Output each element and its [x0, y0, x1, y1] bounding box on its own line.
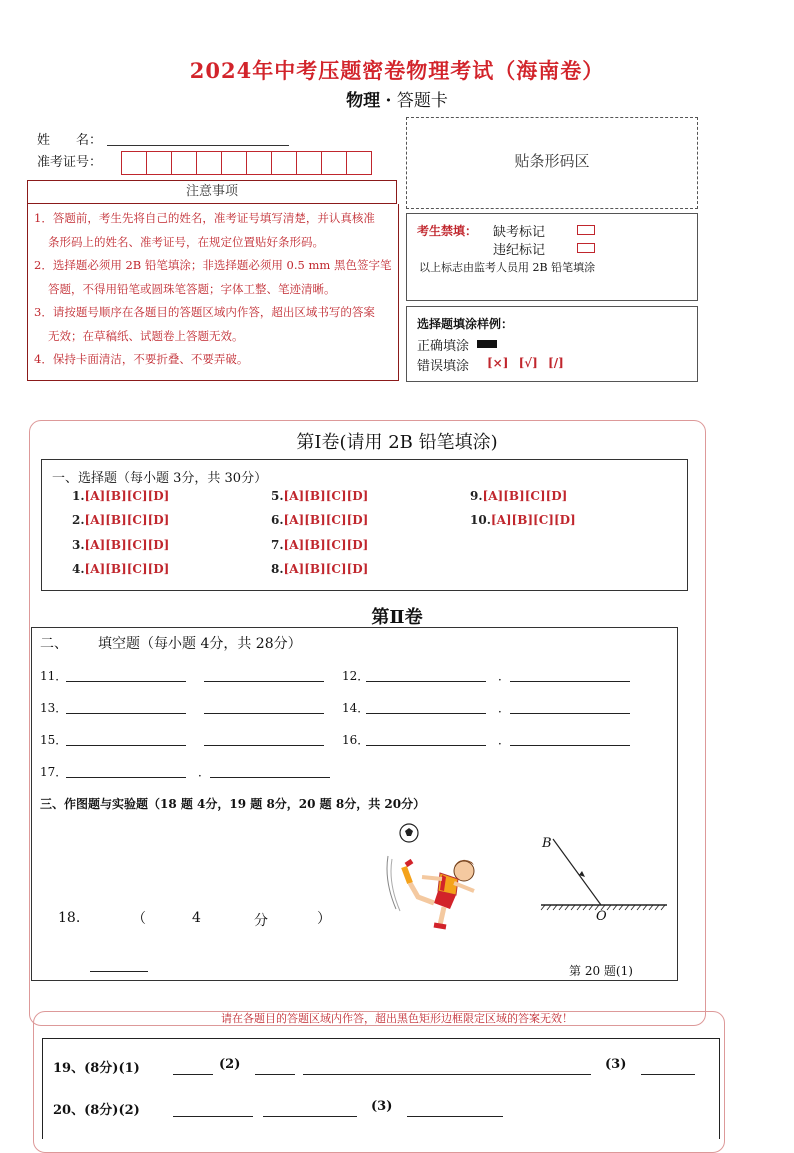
drawing-heading: 三、作图题与实验题（18 题 4分，19 题 8分，20 题 8分，共 20分）: [40, 797, 426, 811]
q-number: 8.: [271, 562, 284, 576]
id-digit-box[interactable]: [271, 151, 297, 175]
notice-line: 条形码上的姓名、准考证号，在规定位置贴好条形码。: [48, 234, 324, 249]
q-number: 1.: [72, 489, 85, 503]
q19-part2: (2): [219, 1057, 241, 1072]
q18-unit: 分: [254, 913, 268, 929]
subtitle-dot: ·: [385, 91, 392, 111]
q19-blank2[interactable]: [255, 1073, 295, 1075]
notice-heading: 注意事项: [27, 180, 397, 204]
id-digit-box[interactable]: [146, 151, 172, 175]
section-2-title: 第Ⅱ卷: [371, 607, 423, 628]
notice-line: 1．答题前，考生先将自己的姓名，准考证号填写清楚，并认真核准: [34, 211, 375, 225]
q18-paren-close: ）: [317, 911, 331, 927]
name-label: 姓 名：: [37, 133, 103, 148]
choice-q3[interactable]: [72, 538, 169, 552]
q-number: 10.: [470, 513, 491, 527]
fill-heading: 填空题（每小题 4分，共 28分）: [98, 636, 302, 652]
q20-blank1[interactable]: [173, 1115, 253, 1117]
choice-options[interactable]: [A][B][C][D]: [84, 538, 170, 552]
choice-q9[interactable]: [470, 489, 567, 503]
fig20-caption: 第 20 题(1): [569, 964, 633, 978]
absent-mark-label: 缺考标记: [493, 225, 546, 240]
fill-q14-blank1[interactable]: [366, 712, 486, 714]
fill-q11-num: 11．: [40, 669, 68, 683]
section-1-title: 第Ⅰ卷(请用 2B 铅笔填涂): [296, 432, 498, 453]
fill-q11-blank1[interactable]: [66, 680, 186, 682]
choice-heading: 一、选择题（每小题 3分，共 30分）: [52, 471, 268, 486]
fill-q12-blank1[interactable]: [366, 680, 486, 682]
id-digit-box[interactable]: [171, 151, 197, 175]
fill-dot: ．: [498, 701, 511, 715]
exam-ban-note: 以上标志由监考人员用 2B 铅笔填涂: [419, 261, 596, 274]
fill-q12-num: 12．: [342, 669, 370, 683]
q-number: 5.: [271, 489, 284, 503]
barcode-area: [406, 117, 698, 209]
fill-q13-blank1[interactable]: [66, 712, 186, 714]
id-digit-box[interactable]: [296, 151, 322, 175]
notice-line: 4．保持卡面清洁，不要折叠、不要弄破。: [34, 352, 249, 366]
fill-dot: ．: [498, 669, 511, 683]
warning-text: 请在各题目的答题区域内作答，超出黑色矩形边框限定区域的答案无效！: [221, 1012, 573, 1025]
fill-dot: ．: [498, 733, 511, 747]
notice-line: 答题，不得用铅笔或圆珠笔答题；字体工整、笔迹清晰。: [48, 281, 336, 296]
choice-q1[interactable]: [72, 489, 169, 503]
q18-number: 18.: [58, 910, 81, 926]
id-digit-box[interactable]: [121, 151, 147, 175]
choice-options[interactable]: [A][B][C][D]: [283, 513, 369, 527]
wrong-mark-x: [×]: [487, 356, 509, 370]
q18-dash: [90, 971, 148, 972]
q-number: 9.: [470, 489, 483, 503]
fill-q15-blank2[interactable]: [204, 744, 324, 746]
choice-q2[interactable]: [72, 513, 169, 527]
q-number: 4.: [72, 562, 85, 576]
fill-dot: ．: [198, 765, 211, 779]
violation-mark-label: 违纪标记: [493, 243, 546, 258]
fill-q17-blank1[interactable]: [66, 776, 186, 778]
correct-fill-mark: [477, 340, 497, 348]
id-digit-box[interactable]: [321, 151, 347, 175]
fill-q16-blank2[interactable]: [510, 744, 630, 746]
choice-q4[interactable]: [72, 562, 169, 576]
id-digit-box[interactable]: [221, 151, 247, 175]
page-title: 2024年中考压题密卷物理考试（海南卷）: [189, 58, 605, 83]
q19-label: 19、(8分)(1): [53, 1061, 140, 1076]
fill-q17-blank2[interactable]: [210, 776, 330, 778]
choice-q10[interactable]: [470, 513, 576, 527]
fill-question-box: [31, 627, 678, 981]
exam-ban-box: [406, 213, 698, 301]
q-number: 3.: [72, 538, 85, 552]
id-digit-box[interactable]: [196, 151, 222, 175]
choice-question-box: [41, 459, 688, 591]
name-field[interactable]: [107, 131, 289, 146]
id-digit-box[interactable]: [346, 151, 372, 175]
fill-sample-box: [406, 306, 698, 382]
choice-q6[interactable]: [271, 513, 368, 527]
subtitle-card: 答题卡: [396, 91, 448, 111]
exam-ban-label: 考生禁填：: [417, 224, 478, 238]
fill-q14-num: 14．: [342, 701, 370, 715]
q19-part3: (3): [605, 1057, 627, 1072]
exam-id-boxes[interactable]: [122, 151, 372, 175]
sample-label: 选择题填涂样例：: [417, 317, 514, 331]
fill-q16-num: 16．: [342, 733, 370, 747]
q-number: 7.: [271, 538, 284, 552]
correct-fill-label: 正确填涂: [417, 339, 470, 354]
notice-line: 2．选择题必须用 2B 铅笔填涂；非选择题必须用 0.5 mm 黑色签字笔: [34, 258, 392, 272]
choice-options[interactable]: [A][B][C][D]: [283, 562, 369, 576]
notice-line: 3．请按题号顺序在各题目的答题区域内作答，超出区域书写的答案: [34, 305, 375, 319]
page-subtitle: [0, 86, 794, 111]
fill-q16-blank1[interactable]: [366, 744, 486, 746]
fill-q15-blank1[interactable]: [66, 744, 186, 746]
q20-label: 20、(8分)(2): [53, 1103, 140, 1118]
q19-blank4[interactable]: [641, 1073, 695, 1075]
violation-mark-box[interactable]: [577, 243, 595, 253]
q-number: 6.: [271, 513, 284, 527]
choice-q8[interactable]: [271, 562, 368, 576]
choice-options[interactable]: [A][B][C][D]: [283, 538, 369, 552]
choice-options[interactable]: [A][B][C][D]: [84, 513, 170, 527]
q-number: 2.: [72, 513, 85, 527]
fill-q17-num: 17．: [40, 765, 68, 779]
label-O: O: [596, 909, 607, 924]
notice-line: 无效；在草稿纸、试题卷上答题无效。: [48, 328, 244, 343]
fill-q15-num: 15．: [40, 733, 68, 747]
q20-blank2[interactable]: [263, 1115, 357, 1117]
fill-q14-blank2[interactable]: [510, 712, 630, 714]
subtitle-subject: 物理: [346, 91, 381, 111]
q20-part3: (3): [371, 1099, 393, 1114]
wrong-fill-marks: [487, 356, 564, 370]
q20-blank3[interactable]: [407, 1115, 503, 1117]
q19-20-box: [42, 1038, 720, 1139]
fill-q11-blank2[interactable]: [204, 680, 324, 682]
id-digit-box[interactable]: [246, 151, 272, 175]
choice-q5[interactable]: [271, 489, 368, 503]
choice-options[interactable]: [A][B][C][D]: [84, 489, 170, 503]
choice-options[interactable]: [A][B][C][D]: [490, 513, 576, 527]
q18-score: 4: [192, 910, 201, 926]
wrong-fill-label: 错误填涂: [417, 359, 470, 374]
q18-paren-open: （: [132, 911, 146, 927]
choice-options[interactable]: [A][B][C][D]: [84, 562, 170, 576]
choice-options[interactable]: [A][B][C][D]: [482, 489, 568, 503]
q19-blank1[interactable]: [173, 1073, 213, 1075]
absent-mark-box[interactable]: [577, 225, 595, 235]
fill-q12-blank2[interactable]: [510, 680, 630, 682]
exam-id-label: 准考证号：: [37, 155, 103, 170]
choice-options[interactable]: [A][B][C][D]: [283, 489, 369, 503]
fill-q13-num: 13．: [40, 701, 68, 715]
fill-heading-num: 二、: [40, 636, 68, 652]
soccer-player-illustration: [382, 821, 484, 933]
q19-blank3[interactable]: [303, 1073, 591, 1075]
incident-ray: [553, 839, 601, 905]
choice-q7[interactable]: [271, 538, 368, 552]
fill-q13-blank2[interactable]: [204, 712, 324, 714]
notice-box: [27, 204, 399, 381]
wrong-mark-slash: [/]: [548, 356, 564, 370]
barcode-label: 贴条形码区: [514, 152, 590, 170]
wrong-mark-check: [√]: [518, 356, 538, 370]
label-B: B: [542, 836, 552, 851]
